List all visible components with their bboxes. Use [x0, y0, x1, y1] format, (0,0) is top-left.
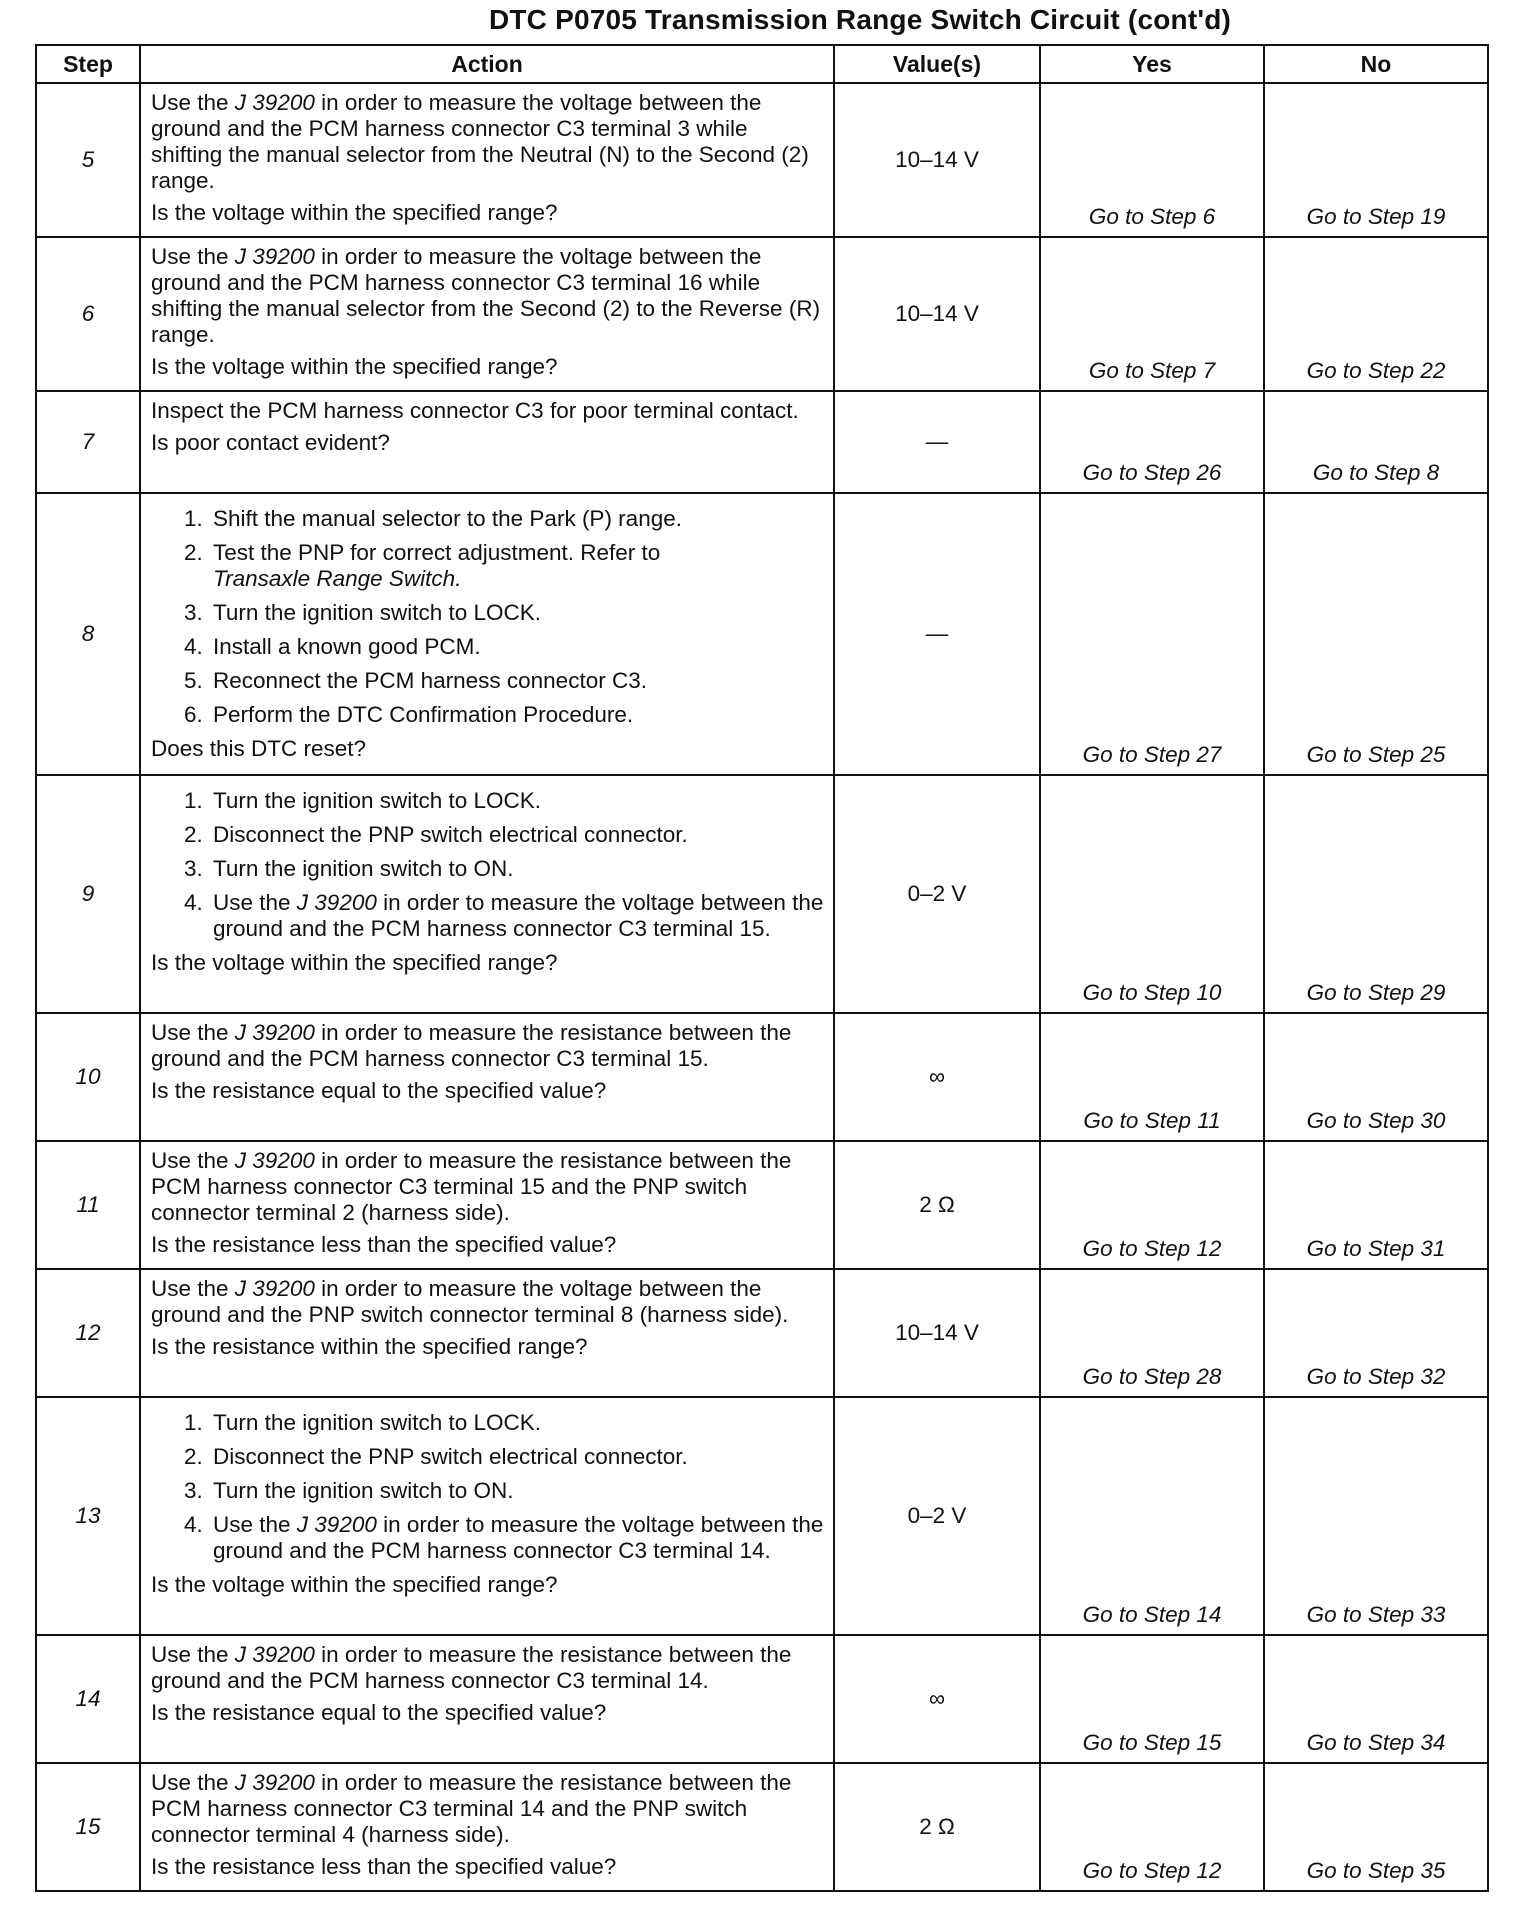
diagnostic-table [35, 44, 1489, 1892]
no-cell: Go to Step 34 [1264, 1635, 1488, 1763]
question: Does this DTC reset? [151, 736, 367, 761]
no-cell: Go to Step 29 [1264, 775, 1488, 1013]
header-row [36, 45, 1488, 83]
procedure-list [151, 788, 825, 942]
yes-cell: Go to Step 11 [1040, 1013, 1264, 1141]
list-item: 2. Disconnect the PNP switch electrical connector. [209, 822, 825, 848]
action-cell: Use the J 39200 in order to measure the resistance between the PCM harness connector C3 terminal 15 and the PNP switch connector terminal 2 (harness side). Is the resistance less than the specified value? [140, 1141, 834, 1269]
table-row [36, 775, 1488, 1013]
table-row [36, 1763, 1488, 1891]
yes-cell: Go to Step 6 [1040, 83, 1264, 237]
list-item: 6. Perform the DTC Confirmation Procedure. [209, 702, 825, 728]
yes-cell: Go to Step 7 [1040, 237, 1264, 391]
value-cell: — [834, 391, 1040, 493]
procedure-list [151, 506, 825, 728]
step-number: 11 [36, 1141, 140, 1269]
yes-cell: Go to Step 15 [1040, 1635, 1264, 1763]
value-cell: 0–2 V [834, 775, 1040, 1013]
list-item: 4. Use the J 39200 in order to measure the voltage between the ground and the PCM harness connector C3 terminal 14. [209, 1512, 825, 1564]
list-item: 3. Turn the ignition switch to LOCK. [209, 600, 825, 626]
no-cell: Go to Step 30 [1264, 1013, 1488, 1141]
no-cell: Go to Step 25 [1264, 493, 1488, 775]
header-value: Value(s) [834, 45, 1040, 83]
value-cell: 10–14 V [834, 237, 1040, 391]
procedure-list [151, 1410, 825, 1564]
yes-cell: Go to Step 26 [1040, 391, 1264, 493]
action-cell: Use the J 39200 in order to measure the voltage between the ground and the PNP switch connector terminal 8 (harness side). Is the resistance within the specified range? [140, 1269, 834, 1397]
list-item: 1. Turn the ignition switch to LOCK. [209, 1410, 825, 1436]
header-no: No [1264, 45, 1488, 83]
table-row [36, 1141, 1488, 1269]
tool-name: J 39200 [296, 1512, 377, 1537]
yes-cell: Go to Step 12 [1040, 1141, 1264, 1269]
tool-name: J 39200 [234, 90, 315, 115]
tool-name: J 39200 [234, 1770, 315, 1795]
no-cell: Go to Step 22 [1264, 237, 1488, 391]
table-row [36, 493, 1488, 775]
no-cell: Go to Step 35 [1264, 1763, 1488, 1891]
yes-cell: Go to Step 14 [1040, 1397, 1264, 1635]
value-cell: — [834, 493, 1040, 775]
header-yes: Yes [1040, 45, 1264, 83]
step-number: 15 [36, 1763, 140, 1891]
step-number: 14 [36, 1635, 140, 1763]
no-cell: Go to Step 8 [1264, 391, 1488, 493]
value-cell: ∞ [834, 1635, 1040, 1763]
question: Is the resistance within the specified range? [151, 1334, 588, 1359]
no-cell: Go to Step 32 [1264, 1269, 1488, 1397]
value-cell: 10–14 V [834, 1269, 1040, 1397]
table-row [36, 1635, 1488, 1763]
yes-cell: Go to Step 12 [1040, 1763, 1264, 1891]
table-row [36, 1397, 1488, 1635]
step-number: 10 [36, 1013, 140, 1141]
tool-name: J 39200 [234, 1276, 315, 1301]
no-cell: Go to Step 33 [1264, 1397, 1488, 1635]
tool-name: J 39200 [234, 1642, 315, 1667]
question: Is the resistance less than the specified value? [151, 1232, 617, 1257]
table-row [36, 391, 1488, 493]
step-number: 9 [36, 775, 140, 1013]
question: Is the resistance equal to the specified value? [151, 1078, 607, 1103]
action-cell: Use the J 39200 in order to measure the resistance between the ground and the PCM harness connector C3 terminal 14. Is the resistance equal to the specified value? [140, 1635, 834, 1763]
list-item: 5. Reconnect the PCM harness connector C3. [209, 668, 825, 694]
header-action: Action [140, 45, 834, 83]
question: Is the voltage within the specified range? [151, 354, 558, 379]
step-number: 12 [36, 1269, 140, 1397]
list-item: 4. Use the J 39200 in order to measure the voltage between the ground and the PCM harness connector C3 terminal 15. [209, 890, 825, 942]
value-cell: 2 Ω [834, 1141, 1040, 1269]
list-item: 2. Disconnect the PNP switch electrical connector. [209, 1444, 825, 1470]
step-number: 7 [36, 391, 140, 493]
action-cell [140, 493, 834, 775]
step-number: 6 [36, 237, 140, 391]
table-row [36, 1269, 1488, 1397]
page-title: DTC P0705 Transmission Range Switch Circuit (cont'd) [488, 4, 1232, 35]
tool-name: J 39200 [296, 890, 377, 915]
action-cell: Use the J 39200 in order to measure the resistance between the PCM harness connector C3 terminal 14 and the PNP switch connector terminal 4 (harness side). Is the resistance less than the specified value? [140, 1763, 834, 1891]
question: Is the voltage within the specified range? [151, 200, 558, 225]
question: Is the resistance less than the specified value? [151, 1854, 617, 1879]
no-cell: Go to Step 31 [1264, 1141, 1488, 1269]
header-step: Step [36, 45, 140, 83]
action-cell [140, 775, 834, 1013]
value-cell: 0–2 V [834, 1397, 1040, 1635]
list-item: 1. Turn the ignition switch to LOCK. [209, 788, 825, 814]
yes-cell: Go to Step 10 [1040, 775, 1264, 1013]
step-number: 8 [36, 493, 140, 775]
question: Is poor contact evident? [151, 430, 390, 455]
list-item: 3. Turn the ignition switch to ON. [209, 1478, 825, 1504]
list-item: 4. Install a known good PCM. [209, 634, 825, 660]
table-row [36, 83, 1488, 237]
question: Is the resistance equal to the specified value? [151, 1700, 607, 1725]
table-row [36, 1013, 1488, 1141]
yes-cell: Go to Step 28 [1040, 1269, 1264, 1397]
list-item: 1. Shift the manual selector to the Park (P) range. [209, 506, 825, 532]
tool-name: J 39200 [234, 1148, 315, 1173]
step-number: 13 [36, 1397, 140, 1635]
question: Is the voltage within the specified range? [151, 950, 558, 975]
action-cell: Use the J 39200 in order to measure the voltage between the ground and the PCM harness connector C3 terminal 3 while shifting the manual selector from the Neutral (N) to the Second (2) range. Is the voltage within the specified range? [140, 83, 834, 237]
value-cell: ∞ [834, 1013, 1040, 1141]
action-cell: Use the J 39200 in order to measure the resistance between the ground and the PCM harness connector C3 terminal 15. Is the resistance equal to the specified value? [140, 1013, 834, 1141]
no-cell: Go to Step 19 [1264, 83, 1488, 237]
question: Is the voltage within the specified range? [151, 1572, 558, 1597]
yes-cell: Go to Step 27 [1040, 493, 1264, 775]
action-cell: Inspect the PCM harness connector C3 for poor terminal contact. Is poor contact evident? [140, 391, 834, 493]
action-cell: Use the J 39200 in order to measure the voltage between the ground and the PCM harness connector C3 terminal 16 while shifting the manual selector from the Second (2) to the Reverse (R) range. Is the voltage within the specified range? [140, 237, 834, 391]
table-row [36, 237, 1488, 391]
value-cell: 2 Ω [834, 1763, 1040, 1891]
step-number: 5 [36, 83, 140, 237]
value-cell: 10–14 V [834, 83, 1040, 237]
action-cell [140, 1397, 834, 1635]
list-item: 2. Test the PNP for correct adjustment. Refer to Transaxle Range Switch. [209, 540, 825, 592]
list-item: 3. Turn the ignition switch to ON. [209, 856, 825, 882]
reference-link: Transaxle Range Switch. [213, 566, 462, 591]
tool-name: J 39200 [234, 1020, 315, 1045]
tool-name: J 39200 [234, 244, 315, 269]
